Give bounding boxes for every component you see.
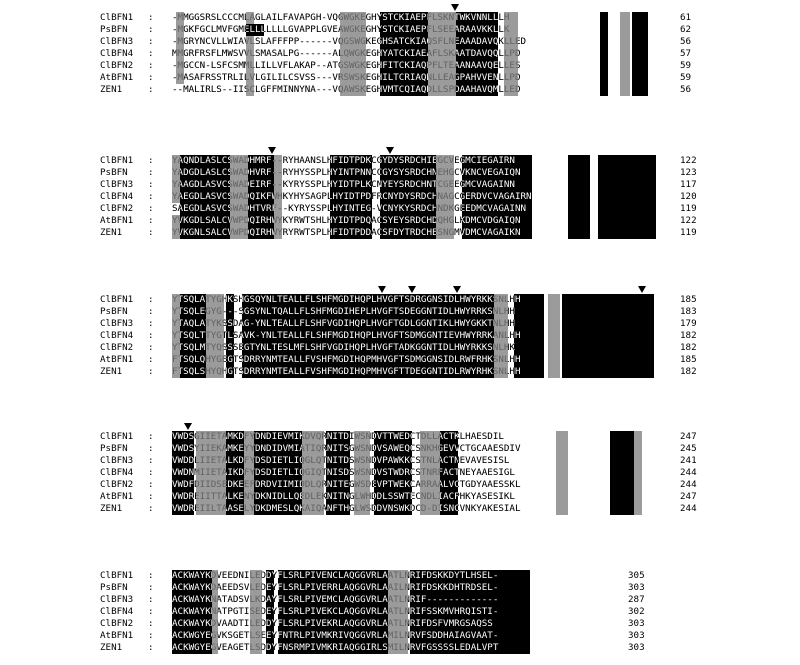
sequence-name: ClBFN3 [100, 36, 134, 47]
conserved-site-marker [408, 286, 416, 293]
separator: : [148, 618, 154, 629]
alignment-row [0, 582, 800, 594]
sequence-text: ACKWAYKNATADSVLKDAYFLSRLPIVEMCLAQGGVRLAATLNRIF------------- [172, 594, 499, 605]
sequence-text: ACKWGYEGVEAGETLSDDYFNSRMPIVMKRIAQGGIRLSMILNRVFGSSSSLEDALVPT [172, 642, 499, 653]
separator: : [148, 12, 154, 23]
conserved-site-marker [451, 4, 459, 11]
sequence-text: VWDNMIIETAIKDFYDSDIETLIQGIQTNISDSWSNDVSTWDRCSTNRFACTNEYAAESIGL [172, 467, 515, 478]
alignment-row [0, 491, 800, 503]
sequence-text: VWDFDIIDSEDKEEFDRDVIIMIDDLQRNITEGWSDEVPTWEKCARRAALVCTGDYAAESSKL [172, 479, 521, 490]
alignment-row [0, 479, 800, 491]
sequence-name: ClBFN1 [100, 570, 134, 581]
sequence-text: FTSQLQHYGEGTSDRRYNMTEALLFVSHFMGDIHQPMHVGFTSDMGGNSIDLRWFRHKSNLHH [172, 354, 521, 365]
sequence-text: YVKGDLSALCVWPDQIRHWYKYRWTSHLHYIDTPDQACSYEYSRDCHDQHGLKDMCVDGAIQN [172, 215, 521, 226]
alignment-row [0, 191, 800, 203]
residue-count: 122 [680, 155, 697, 166]
sequence-text: YTSQLEGYG---SGSYNLTQALLFLSHFMGDIHEPLHVGFTSDEGGNTIDLHWYRRKSNLHH [172, 306, 515, 317]
sequence-text: YADGDLASLCSWADHVRF--RYHYSSPLHYINTPNNCCGYSYSRDCHNEHGCVKNCVEGAIQN [172, 167, 521, 178]
residue-count: 119 [680, 203, 697, 214]
residue-count: 56 [680, 84, 692, 95]
sequence-name: ClBFN2 [100, 479, 134, 490]
sequence-text: YTSQLMTYQSSSEGTYNLTESLMFLSHFVGDIHQPLHVGFTADKGGNTIDLHWYRKKSNLHK [172, 342, 515, 353]
alignment-row [0, 203, 800, 215]
residue-count: 119 [680, 227, 697, 238]
sequence-name: ClBFN3 [100, 318, 134, 329]
separator: : [148, 594, 154, 605]
residue-count: 244 [680, 503, 697, 514]
conserved-site-marker [638, 286, 646, 293]
alignment-row [0, 60, 800, 72]
alignment-row [0, 48, 800, 60]
separator: : [148, 36, 154, 47]
separator: : [148, 72, 154, 83]
sequence-name: ClBFN2 [100, 618, 134, 629]
alignment-row [0, 179, 800, 191]
sequence-name: ZEN1 [100, 227, 123, 238]
residue-count: 244 [680, 479, 697, 490]
residue-count: 122 [680, 215, 697, 226]
sequence-text: MMGRFRSFLMWSVVLSMASALPG------ALQWGKEGHYATCKIAEAFLSKAATDAVQQLLPD [172, 48, 521, 59]
residue-count: 59 [680, 60, 692, 71]
sequence-name: PsBFN [100, 306, 128, 317]
sequence-name: ClBFN1 [100, 294, 134, 305]
residue-count: 123 [680, 167, 697, 178]
alignment-row [0, 227, 800, 239]
sequence-name: ClBFN2 [100, 60, 134, 71]
sequence-text: YAQNDLASLCSWADHMRF--RYHAANSLHFIDTPDKCGYDYSRDCHIEGCVEGMCIEGAIRN [172, 155, 515, 166]
alignment-row [0, 570, 800, 582]
sequence-text: VWDSGIIETAMKDFYDNDIEVMIKDVQRNITDIWSNDVTTWEDCTDLLACTKLHAESDIL [172, 431, 504, 442]
alignment-row [0, 630, 800, 642]
residue-count: 247 [680, 491, 697, 502]
separator: : [148, 203, 154, 214]
sequence-name: ClBFN4 [100, 467, 134, 478]
separator: : [148, 294, 154, 305]
sequence-text: ACKWGYEGVKSGETLSEEYFNTRLPIVMKRIVQGGVRLAMILNRVFSDDHAIAGVAAT- [172, 630, 499, 641]
separator: : [148, 431, 154, 442]
separator: : [148, 60, 154, 71]
sequence-name: ClBFN4 [100, 606, 134, 617]
separator: : [148, 342, 154, 353]
residue-count: 245 [680, 443, 697, 454]
residue-count: 303 [628, 642, 645, 653]
sequence-name: ZEN1 [100, 642, 123, 653]
separator: : [148, 642, 154, 653]
alignment-row [0, 467, 800, 479]
sequence-name: AtBFN1 [100, 354, 134, 365]
residue-count: 61 [680, 12, 692, 23]
sequence-name: ClBFN3 [100, 179, 134, 190]
sequence-text: YVKGNLSALCVWPDQIRHWYRYRWTSPLHFIDTPDDACSFDYTRDCHESNGMVDMCVAGAIKN [172, 227, 521, 238]
sequence-name: PsBFN [100, 582, 128, 593]
alignment-row [0, 642, 800, 654]
sequence-text: -MGCCN-LSFCSMMLLILLVFLAKAP--ATGSWGKEGHFITCKIAQPFLTEAANAAVQELLES [172, 60, 521, 71]
separator: : [148, 491, 154, 502]
sequence-text: ACKWAYKDVEEDNILEDDYFLSRLPIVENCLAQGGVRLAATLNRIFDSKKDYTLHSEL- [172, 570, 499, 581]
sequence-text: VWDDLIIETALKDFYDSDIETLIQGLQTNITDSWSNDVPAWKKCSTNLACTNEVAVESISL [172, 455, 510, 466]
sequence-text: YAAGDLASVCSWADEIRF--KYRYSSPLHYIDTPLKCNYEYSRDCHNTCGEEGMCVAGAINN [172, 179, 515, 190]
alignment-row [0, 366, 800, 378]
residue-count: 117 [680, 179, 697, 190]
residue-count: 303 [628, 618, 645, 629]
sequence-text: SAEGDLASVCSWADHTVRF--KYRYSSPLHYINTEG-VCNYKYSRDCHNDKGEEDMCVAGAINN [172, 203, 527, 214]
residue-count: 57 [680, 48, 692, 59]
residue-count: 62 [680, 24, 692, 35]
alignment-row [0, 155, 800, 167]
sequence-name: ClBFN4 [100, 330, 134, 341]
separator: : [148, 167, 154, 178]
separator: : [148, 330, 154, 341]
sequence-text: ACKWAYKDVAADTILEDDYFLSRLPIVEKRLAQGGVRLAATLNRIFDSFVMRGSAQSS [172, 618, 493, 629]
separator: : [148, 306, 154, 317]
sequence-text: YAEGDLASVCSWADQIKFWHKYHYSAGPLHYIDTPDFRCNYDYSRDCHNAGCGERDVCVAGAIRN [172, 191, 532, 202]
sequence-text: --MALIRLS--IISCLGFFMINNYNA---VQAWSKEGHVMTCQIAQDLLSPDAAHAVQMLLED [172, 84, 521, 95]
sequence-text: YTAQLATYKSSDAG-YNLTEALLFLSHFVGDIHQPLHVGFTGDLGGNTIKLHWYGKKTNLHH [172, 318, 515, 329]
alignment-row [0, 618, 800, 630]
alignment-row [0, 215, 800, 227]
sequence-name: PsBFN [100, 167, 128, 178]
alignment-row [0, 443, 800, 455]
alignment-row [0, 318, 800, 330]
alignment-row [0, 594, 800, 606]
residue-count: 183 [680, 306, 697, 317]
sequence-text: ACKWAYKDAEEDSVLEDEYFLSRLPIVERRLAQGGVRLAAILNRIFDSKKDHTRDSEL- [172, 582, 499, 593]
separator: : [148, 354, 154, 365]
sequence-name: ClBFN3 [100, 455, 134, 466]
sequence-text: VWDREIILTAASELYDKDMESLQKAIQANFTHGLWSDDVNSWKDCD-DISNCVNKYAKESIAL [172, 503, 521, 514]
separator: : [148, 503, 154, 514]
separator: : [148, 630, 154, 641]
residue-count: 120 [680, 191, 697, 202]
residue-count: 182 [680, 342, 697, 353]
alignment-row [0, 72, 800, 84]
sequence-name: ClBFN1 [100, 431, 134, 442]
separator: : [148, 582, 154, 593]
residue-count: 56 [680, 36, 692, 47]
residue-count: 244 [680, 467, 697, 478]
separator: : [148, 467, 154, 478]
sequence-name: AtBFN1 [100, 72, 134, 83]
sequence-name: ZEN1 [100, 503, 123, 514]
alignment-row [0, 503, 800, 515]
sequence-name: ClBFN2 [100, 203, 134, 214]
conserved-site-marker [268, 147, 276, 154]
separator: : [148, 179, 154, 190]
residue-count: 241 [680, 455, 697, 466]
alignment-row [0, 294, 800, 306]
residue-count: 179 [680, 318, 697, 329]
alignment-row [0, 306, 800, 318]
alignment-row [0, 84, 800, 96]
alignment-row [0, 455, 800, 467]
separator: : [148, 191, 154, 202]
residue-count: 182 [680, 366, 697, 377]
sequence-name: ClBFN4 [100, 48, 134, 59]
conserved-site-marker [378, 286, 386, 293]
sequence-name: ClBFN3 [100, 594, 134, 605]
alignment-row [0, 167, 800, 179]
sequence-text: YTSQLATYGHKSHGSQYNLTEALLFLSHFMGDIHQPLHVGFTSDRGGNSIDLHWYRKKSNLHH [172, 294, 521, 305]
conserved-site-marker [453, 286, 461, 293]
separator: : [148, 24, 154, 35]
sequence-name: PsBFN [100, 443, 128, 454]
sequence-text: FTSQLSHYQHGTSDRRYNMTEALLFVSHFMGDIHQPMHVGFTTDEGGNTIDLRWYRHKSNLHH [172, 366, 521, 377]
separator: : [148, 443, 154, 454]
sequence-name: ZEN1 [100, 84, 123, 95]
residue-count: 302 [628, 606, 645, 617]
conserved-site-marker [386, 147, 394, 154]
separator: : [148, 366, 154, 377]
sequence-name: ClBFN1 [100, 12, 134, 23]
alignment-row [0, 354, 800, 366]
residue-count: 303 [628, 582, 645, 593]
residue-count: 247 [680, 431, 697, 442]
separator: : [148, 215, 154, 226]
separator: : [148, 318, 154, 329]
residue-count: 303 [628, 630, 645, 641]
separator: : [148, 479, 154, 490]
residue-count: 287 [628, 594, 645, 605]
sequence-name: AtBFN1 [100, 630, 134, 641]
separator: : [148, 455, 154, 466]
residue-count: 185 [680, 354, 697, 365]
sequence-name: ZEN1 [100, 366, 123, 377]
separator: : [148, 155, 154, 166]
sequence-text: VWDSYIIEKAMKEYYDNDIDVMIATIQRNITSGWSNDVSAWEQCSNKHGEVVCTGCAAESDIV [172, 443, 521, 454]
alignment-row [0, 330, 800, 342]
sequence-name: AtBFN1 [100, 215, 134, 226]
sequence-name: ClBFN1 [100, 155, 134, 166]
conserved-site-marker [184, 423, 192, 430]
alignment-row [0, 36, 800, 48]
sequence-text: ACKWAYKNATPGTISEDEYFLSRLPIVEKCLAQGGVRLAATLNRIFSSKMVHRQISTI- [172, 606, 499, 617]
alignment-row [0, 24, 800, 36]
separator: : [148, 227, 154, 238]
sequence-name: AtBFN1 [100, 491, 134, 502]
separator: : [148, 84, 154, 95]
sequence-text: VWDREIITTALKENYDKNIDLLQEDLEKNITNGLWHDDLSSWTECNDLIACPHKYASESIKL [172, 491, 515, 502]
residue-count: 305 [628, 570, 645, 581]
sequence-text: -MGRYNCVLLWIAVLSLAFFFPP------VQGSWGKEGHSATCKIAQSFLNEAAADAVQKLLED [172, 36, 527, 47]
alignment-row [0, 12, 800, 24]
separator: : [148, 570, 154, 581]
sequence-text: -MASAFRSSTRLILVLGILILCSVSS---VRSWSKEGHILTCRIAQNLLEAGPAHVVENLLPD [172, 72, 521, 83]
separator: : [148, 48, 154, 59]
residue-count: 182 [680, 330, 697, 341]
residue-count: 59 [680, 72, 692, 83]
alignment-row [0, 342, 800, 354]
alignment-row [0, 431, 800, 443]
separator: : [148, 606, 154, 617]
residue-count: 185 [680, 294, 697, 305]
sequence-name: PsBFN [100, 24, 128, 35]
sequence-text: YTSQLTTYGTLSAVK-YNLTEALLFLSHFMGDIHQPLHVGFTSDMGGNTIEVHWYRRKANLHH [172, 330, 521, 341]
sequence-name: ClBFN4 [100, 191, 134, 202]
sequence-text: -MGKFGCLMVFGMELLLLLLLGVAPPLGVEAWGKEGHYSTCKIAEPFLSEEARAAVKKLLK [172, 24, 510, 35]
alignment-row [0, 606, 800, 618]
sequence-name: ClBFN2 [100, 342, 134, 353]
sequence-text: -MMGGSRSLCCCMLAGLAILFAVAPGH-VQGWGKEGHYSTCKIAEPFLSKNTWKVNNLLLH [172, 12, 510, 23]
